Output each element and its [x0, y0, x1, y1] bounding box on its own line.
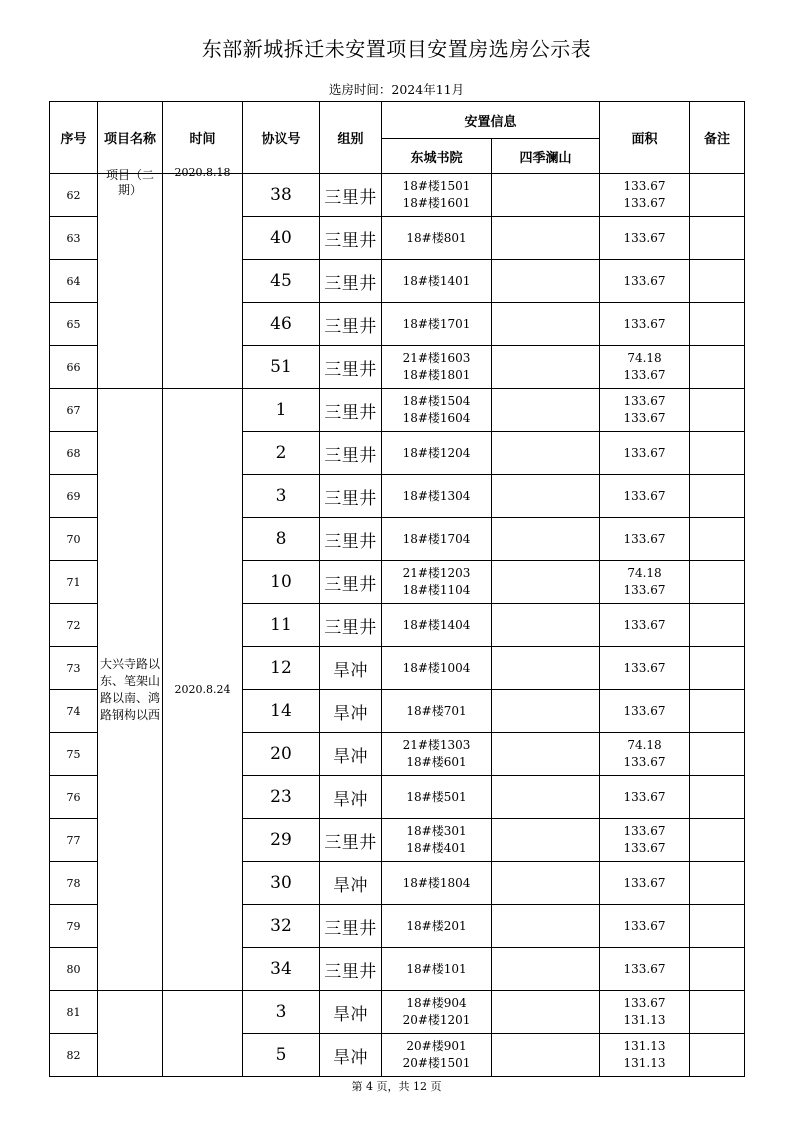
seq-cell: 69	[50, 475, 98, 518]
area-cell: 133.67 133.67	[600, 389, 690, 432]
seq-cell: 64	[50, 260, 98, 303]
dongcheng-room-cell: 21#楼1203 18#楼1104	[382, 561, 492, 604]
seq-cell: 75	[50, 733, 98, 776]
note-cell	[690, 948, 745, 991]
project-name-cell: 大兴寺路以东、笔架山路以南、鸿路钢构以西	[98, 389, 163, 991]
protocol-cell: 45	[243, 260, 320, 303]
dongcheng-room-cell: 18#楼1401	[382, 260, 492, 303]
group-cell: 三里井	[320, 303, 382, 346]
group-cell: 三里井	[320, 819, 382, 862]
protocol-cell: 14	[243, 690, 320, 733]
protocol-cell: 3	[243, 475, 320, 518]
group-cell: 旱冲	[320, 733, 382, 776]
group-cell: 三里井	[320, 948, 382, 991]
table-row	[50, 389, 745, 432]
note-cell	[690, 260, 745, 303]
dongcheng-room-cell: 18#楼1704	[382, 518, 492, 561]
date-cell	[163, 166, 243, 389]
note-cell	[690, 862, 745, 905]
project-name-cell	[98, 991, 163, 1077]
siji-room-cell	[492, 518, 600, 561]
protocol-cell: 11	[243, 604, 320, 647]
note-cell	[690, 1034, 745, 1077]
area-cell: 133.67	[600, 690, 690, 733]
siji-room-cell	[492, 647, 600, 690]
seq-cell: 73	[50, 647, 98, 690]
seq-cell: 78	[50, 862, 98, 905]
note-cell	[690, 303, 745, 346]
dongcheng-room-cell: 18#楼101	[382, 948, 492, 991]
dongcheng-room-cell: 18#楼301 18#楼401	[382, 819, 492, 862]
header-protocol: 协议号	[243, 102, 320, 174]
note-cell	[690, 174, 745, 217]
dongcheng-room-cell: 20#楼901 20#楼1501	[382, 1034, 492, 1077]
siji-room-cell	[492, 561, 600, 604]
seq-cell: 79	[50, 905, 98, 948]
protocol-cell: 30	[243, 862, 320, 905]
table-row	[50, 991, 745, 1034]
area-cell: 133.67 131.13	[600, 991, 690, 1034]
group-cell: 三里井	[320, 174, 382, 217]
protocol-cell: 51	[243, 346, 320, 389]
group-cell: 三里井	[320, 260, 382, 303]
area-cell: 133.67	[600, 905, 690, 948]
area-cell: 74.18 133.67	[600, 346, 690, 389]
dongcheng-room-cell: 18#楼1804	[382, 862, 492, 905]
group-cell: 三里井	[320, 475, 382, 518]
siji-room-cell	[492, 690, 600, 733]
header-area: 面积	[600, 102, 690, 174]
protocol-cell: 2	[243, 432, 320, 475]
group-cell: 三里井	[320, 905, 382, 948]
page-footer: 第 4 页，共 12 页	[351, 1080, 442, 1093]
seq-cell: 68	[50, 432, 98, 475]
note-cell	[690, 518, 745, 561]
table-body	[50, 166, 745, 1077]
area-cell: 133.67	[600, 217, 690, 260]
date-cell: 2020.8.24	[163, 389, 243, 991]
seq-cell: 76	[50, 776, 98, 819]
seq-cell: 70	[50, 518, 98, 561]
dongcheng-room-cell: 18#楼701	[382, 690, 492, 733]
siji-room-cell	[492, 217, 600, 260]
header-note: 备注	[690, 102, 745, 174]
group-cell: 旱冲	[320, 647, 382, 690]
dongcheng-room-cell: 18#楼1204	[382, 432, 492, 475]
siji-room-cell	[492, 862, 600, 905]
dongcheng-room-cell: 18#楼501	[382, 776, 492, 819]
group-cell: 三里井	[320, 518, 382, 561]
siji-room-cell	[492, 604, 600, 647]
group-cell: 三里井	[320, 217, 382, 260]
area-cell: 133.67	[600, 432, 690, 475]
dongcheng-room-cell: 18#楼801	[382, 217, 492, 260]
protocol-cell: 32	[243, 905, 320, 948]
group-cell: 旱冲	[320, 991, 382, 1034]
dongcheng-room-cell: 18#楼1404	[382, 604, 492, 647]
seq-cell: 77	[50, 819, 98, 862]
note-cell	[690, 905, 745, 948]
note-cell	[690, 604, 745, 647]
header-seq: 序号	[50, 102, 98, 174]
siji-room-cell	[492, 432, 600, 475]
note-cell	[690, 346, 745, 389]
group-cell: 旱冲	[320, 690, 382, 733]
area-cell: 133.67	[600, 948, 690, 991]
seq-cell: 80	[50, 948, 98, 991]
header-siji: 四季澜山	[492, 139, 600, 174]
protocol-cell: 3	[243, 991, 320, 1034]
dongcheng-room-cell: 21#楼1603 18#楼1801	[382, 346, 492, 389]
area-cell: 131.13 131.13	[600, 1034, 690, 1077]
header-project: 项目名称	[98, 102, 163, 174]
protocol-cell: 38	[243, 174, 320, 217]
protocol-cell: 20	[243, 733, 320, 776]
area-cell: 74.18 133.67	[600, 561, 690, 604]
group-cell: 三里井	[320, 561, 382, 604]
siji-room-cell	[492, 174, 600, 217]
area-cell: 133.67	[600, 518, 690, 561]
date-text: 2020.8.18	[174, 166, 231, 179]
protocol-cell: 10	[243, 561, 320, 604]
group-cell: 旱冲	[320, 1034, 382, 1077]
dongcheng-room-cell: 18#楼201	[382, 905, 492, 948]
seq-cell: 82	[50, 1034, 98, 1077]
placement-table	[49, 101, 745, 1077]
area-cell: 133.67	[600, 647, 690, 690]
dongcheng-room-cell: 18#楼1504 18#楼1604	[382, 389, 492, 432]
dongcheng-room-cell: 18#楼1701	[382, 303, 492, 346]
header-dongcheng: 东城书院	[382, 139, 492, 174]
group-cell: 三里井	[320, 346, 382, 389]
project-name-cell	[98, 168, 163, 389]
header-time: 时间	[163, 102, 243, 174]
date-cell	[163, 991, 243, 1077]
protocol-cell: 29	[243, 819, 320, 862]
table-row	[50, 174, 745, 217]
note-cell	[690, 733, 745, 776]
seq-cell: 72	[50, 604, 98, 647]
dongcheng-room-cell: 18#楼1501 18#楼1601	[382, 174, 492, 217]
siji-room-cell	[492, 346, 600, 389]
note-cell	[690, 475, 745, 518]
seq-cell: 65	[50, 303, 98, 346]
area-cell: 133.67 133.67	[600, 819, 690, 862]
siji-room-cell	[492, 303, 600, 346]
siji-room-cell	[492, 991, 600, 1034]
area-cell: 74.18 133.67	[600, 733, 690, 776]
protocol-cell: 34	[243, 948, 320, 991]
group-cell: 旱冲	[320, 776, 382, 819]
selection-time: 选房时间：2024年11月	[328, 82, 465, 97]
seq-cell: 63	[50, 217, 98, 260]
note-cell	[690, 432, 745, 475]
area-cell: 133.67	[600, 776, 690, 819]
seq-cell: 71	[50, 561, 98, 604]
protocol-cell: 46	[243, 303, 320, 346]
seq-cell: 66	[50, 346, 98, 389]
note-cell	[690, 690, 745, 733]
note-cell	[690, 389, 745, 432]
seq-cell: 67	[50, 389, 98, 432]
siji-room-cell	[492, 905, 600, 948]
seq-cell: 62	[50, 174, 98, 217]
group-cell: 三里井	[320, 604, 382, 647]
protocol-cell: 8	[243, 518, 320, 561]
protocol-cell: 23	[243, 776, 320, 819]
protocol-cell: 12	[243, 647, 320, 690]
note-cell	[690, 819, 745, 862]
note-cell	[690, 647, 745, 690]
group-cell: 三里井	[320, 389, 382, 432]
protocol-cell: 1	[243, 389, 320, 432]
seq-cell: 74	[50, 690, 98, 733]
dongcheng-room-cell: 21#楼1303 18#楼601	[382, 733, 492, 776]
siji-room-cell	[492, 733, 600, 776]
area-cell: 133.67	[600, 475, 690, 518]
dongcheng-room-cell: 18#楼904 20#楼1201	[382, 991, 492, 1034]
seq-cell: 81	[50, 991, 98, 1034]
protocol-cell: 5	[243, 1034, 320, 1077]
note-cell	[690, 776, 745, 819]
group-cell: 旱冲	[320, 862, 382, 905]
area-cell: 133.67	[600, 604, 690, 647]
siji-room-cell	[492, 475, 600, 518]
note-cell	[690, 561, 745, 604]
area-cell: 133.67 133.67	[600, 174, 690, 217]
siji-room-cell	[492, 1034, 600, 1077]
group-cell: 三里井	[320, 432, 382, 475]
header-group: 组别	[320, 102, 382, 174]
header-placement-info: 安置信息	[382, 102, 600, 139]
dongcheng-room-cell: 18#楼1304	[382, 475, 492, 518]
siji-room-cell	[492, 948, 600, 991]
area-cell: 133.67	[600, 862, 690, 905]
siji-room-cell	[492, 819, 600, 862]
dongcheng-room-cell: 18#楼1004	[382, 647, 492, 690]
siji-room-cell	[492, 389, 600, 432]
siji-room-cell	[492, 776, 600, 819]
area-cell: 133.67	[600, 303, 690, 346]
page-title: 东部新城拆迁未安置项目安置房选房公示表	[201, 37, 592, 61]
note-cell	[690, 217, 745, 260]
siji-room-cell	[492, 260, 600, 303]
area-cell: 133.67	[600, 260, 690, 303]
note-cell	[690, 991, 745, 1034]
protocol-cell: 40	[243, 217, 320, 260]
project-name-text: 项目（二 期）	[105, 168, 154, 197]
